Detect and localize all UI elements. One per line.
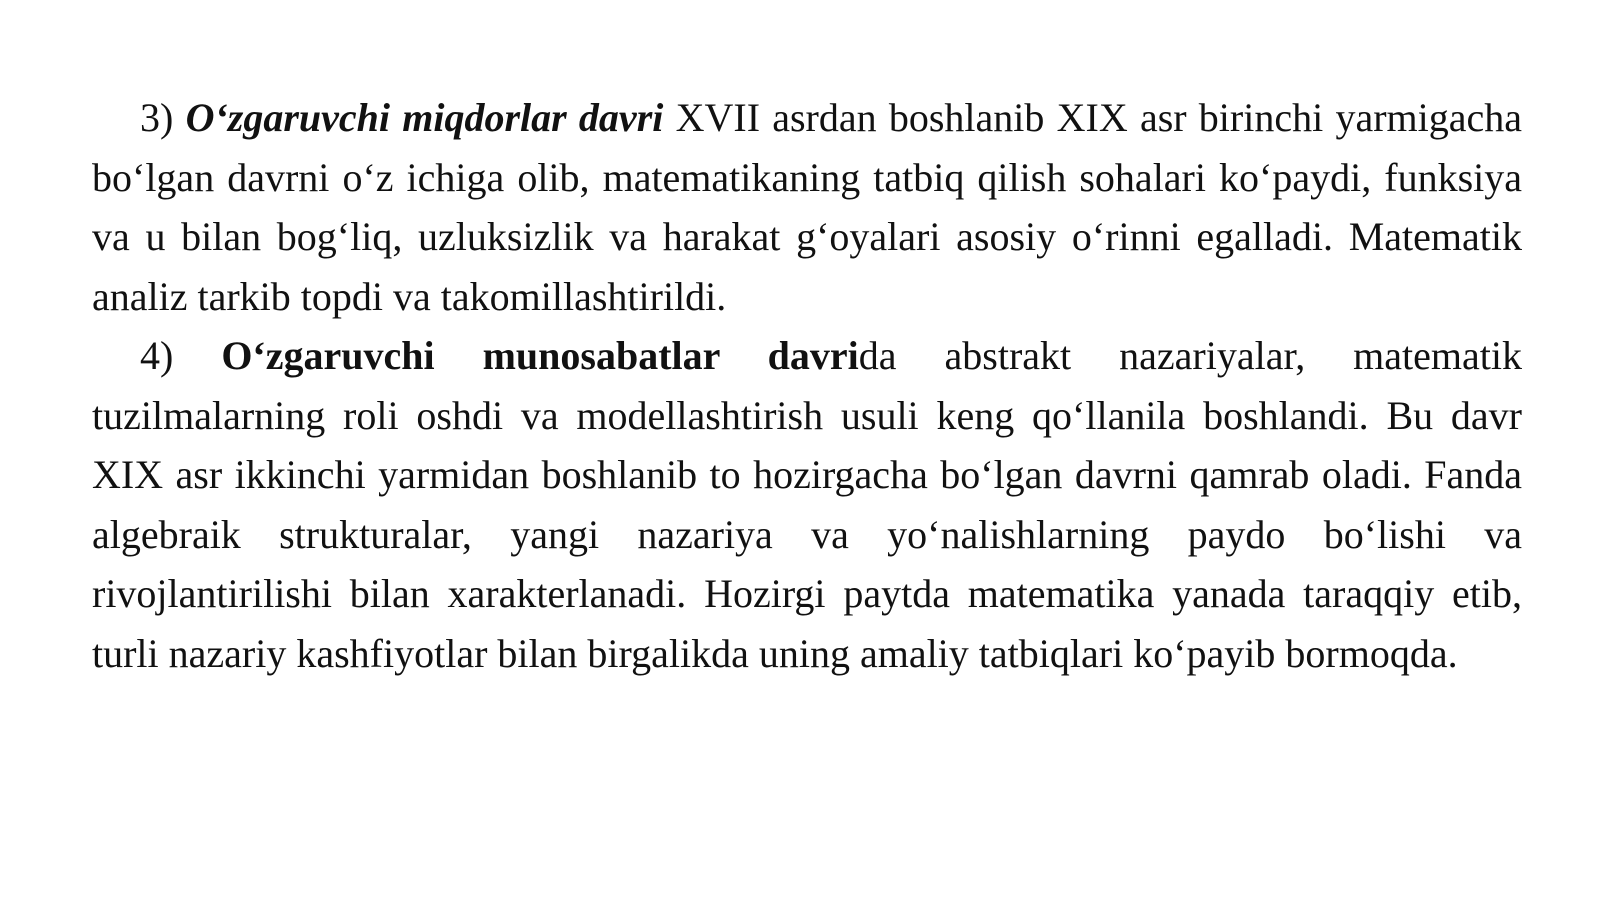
section-term: O‘zgaruvchi miqdorlar davri [185,95,664,140]
paragraph-4 [92,326,1522,683]
paragraph-body: XVII asrdan boshlanib XIX asr birinchi yarmigacha bo‘lgan davrni o‘z ichiga olib, matematikaning tatbiq qilish sohalari ko‘paydi, funksiya va u bilan bog‘liq, uzluksizlik va harakat g‘oyalari asosiy o‘rinni egalladi. Matematik analiz tarkib topdi va takomillashtirildi. [92,95,1523,319]
section-term: O‘zgaruvchi munosabatlar davri [221,333,859,378]
paragraph-3 [92,88,1522,326]
paragraph-body: abstrakt nazariyalar, matematik tuzilmalarning roli oshdi va modellashtirish usuli keng qo‘llanila boshlandi. Bu davr XIX asr ikkinchi yarmidan boshlanib to hozirgacha bo‘lgan davrni qamrab oladi. Fanda algebraik strukturalar, yangi nazariya va yo‘nalishlarning paydo bo‘lishi va rivojlantirilishi bilan xarakterlanadi. Hozirgi paytda matematika yanada taraqqiy etib, turli nazariy kashfiyotlar bilan birgalikda uning amaliy tatbiqlari ko‘payib bormoqda. [92,333,1522,676]
paragraph-number: 3) [140,95,174,140]
document-page [92,88,1522,683]
paragraph-number: 4) [140,333,174,378]
term-suffix: da [858,333,897,378]
